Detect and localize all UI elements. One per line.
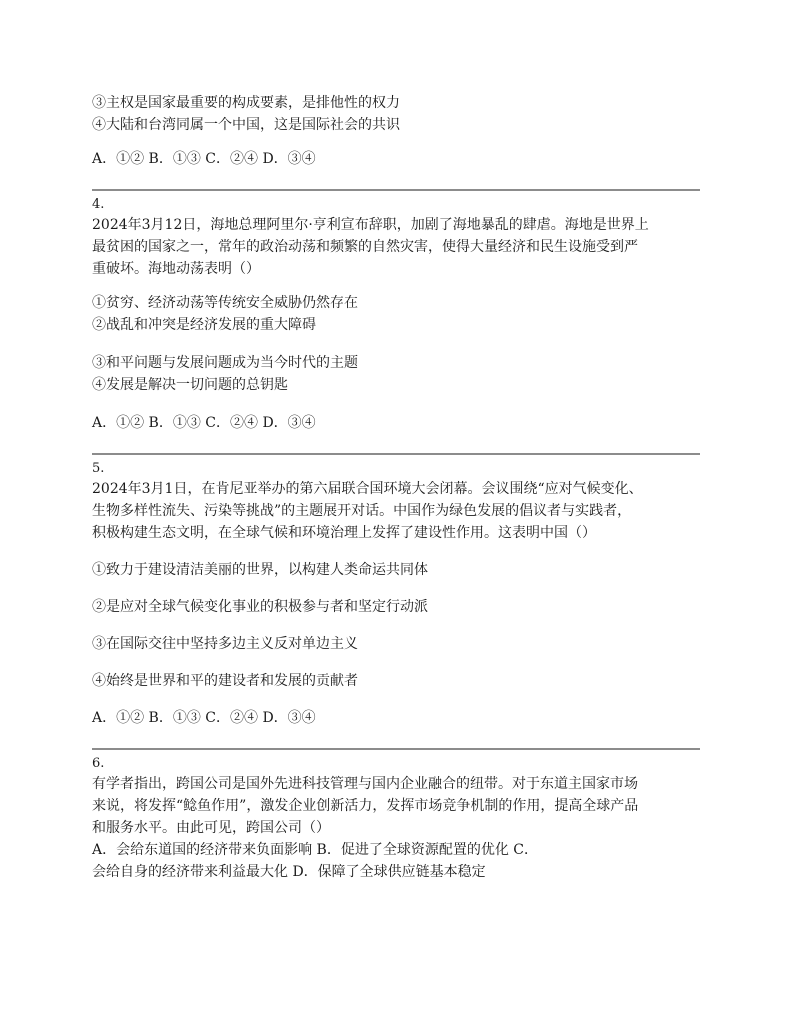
q5-stem-line: 积极构建生态文明，在全球气候和环境治理上发挥了建设性作用。这表明中国（） <box>92 525 596 541</box>
q4-stem-line: 2024年3月12日，海地总理阿里尔·亨利宣布辞职，加剧了海地暴乱的肆虐。海地是世界上 <box>92 217 649 233</box>
q5-answer-choices: A．①② B．①③ C．②④ D．③④ <box>92 710 316 726</box>
q3-answer-choices: A．①② B．①③ C．②④ D．③④ <box>92 151 316 167</box>
q4-option-3: ③和平问题与发展问题成为当今时代的主题 <box>92 355 358 371</box>
q4-number: 4. <box>92 197 105 212</box>
q6-choices-line: A．会给东道国的经济带来负面影响 B．促进了全球资源配置的优化 C． <box>92 842 539 858</box>
q5-option-4: ④始终是世界和平的建设者和发展的贡献者 <box>92 673 358 689</box>
q5-option-1: ①致力于建设清洁美丽的世界，以构建人类命运共同体 <box>92 562 428 578</box>
q5-option-2: ②是应对全球气候变化事业的积极参与者和坚定行动派 <box>92 599 428 615</box>
q3-tail <box>92 92 702 170</box>
q4-option-4: ④发展是解决一切问题的总钥匙 <box>92 377 288 393</box>
q6 <box>92 755 702 883</box>
q3-option-4: ④大陆和台湾同属一个中国，这是国际社会的共识 <box>92 117 400 133</box>
q4-stem-line: 重破坏。海地动荡表明（） <box>92 261 260 277</box>
q4-option-1: ①贫穷、经济动荡等传统安全威胁仍然存在 <box>92 295 358 311</box>
q4-stem-line: 最贫困的国家之一，常年的政治动荡和频繁的自然灾害，使得大量经济和民生设施受到严 <box>92 239 638 255</box>
q4-answer-choices: A．①② B．①③ C．②④ D．③④ <box>92 415 316 431</box>
q6-stem-line: 来说，将发挥“鲶鱼作用”，激发企业创新活力，发挥市场竞争机制的作用，提高全球产品 <box>92 798 639 814</box>
q5-number: 5. <box>92 461 105 476</box>
q5-stem-line: 生物多样性流失、污染等挑战”的主题展开对话。中国作为绿色发展的倡议者与实践者， <box>92 503 632 519</box>
q5 <box>92 460 702 729</box>
q5-stem-line: 2024年3月1日，在肯尼亚举办的第六届联合国环境大会闭幕。会议围绕“应对气候变化、 <box>92 481 643 497</box>
exam-page <box>92 92 702 883</box>
q6-number: 6. <box>92 756 105 771</box>
q6-choices-line: 会给自身的经济带来利益最大化 D．保障了全球供应链基本稳定 <box>92 864 486 880</box>
q6-stem-line: 和服务水平。由此可见，跨国公司（） <box>92 820 330 836</box>
q3-option-3: ③主权是国家最重要的构成要素，是排他性的权力 <box>92 95 400 111</box>
q4 <box>92 196 702 434</box>
q5-option-3: ③在国际交往中坚持多边主义反对单边主义 <box>92 636 358 652</box>
q6-stem-line: 有学者指出，跨国公司是国外先进科技管理与国内企业融合的纽带。对于东道主国家市场 <box>92 776 638 792</box>
q4-option-2: ②战乱和冲突是经济发展的重大障碍 <box>92 317 316 333</box>
